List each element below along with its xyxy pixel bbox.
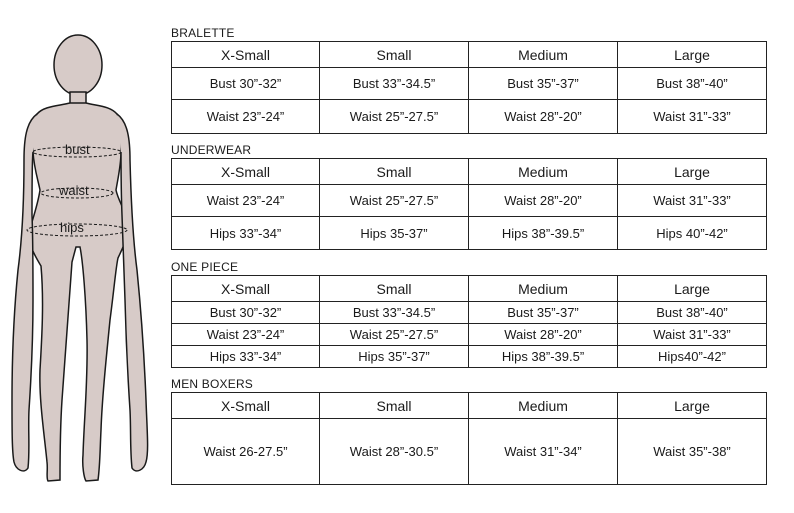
- table-row: [172, 324, 767, 346]
- table-header-row: [172, 159, 767, 185]
- section-title: ONE PIECE: [171, 260, 239, 274]
- section-title: MEN BOXERS: [171, 377, 254, 391]
- bralette-section: [171, 27, 766, 134]
- table-cell: Waist 28”-20”: [469, 185, 618, 217]
- table-cell: Hips 40”-42”: [618, 217, 767, 250]
- figure-body: [29, 103, 128, 481]
- table-cell: Hips 33”-34”: [172, 346, 320, 368]
- bralette-size-table: [171, 41, 767, 134]
- header-small: Small: [320, 159, 469, 185]
- figure-right-arm: [117, 114, 148, 471]
- table-cell: Waist 31”-33”: [618, 100, 767, 134]
- table-cell: Waist 23”-24”: [172, 185, 320, 217]
- table-cell: Waist 25”-27.5”: [320, 100, 469, 134]
- table-cell: Bust 35”-37”: [469, 68, 618, 100]
- table-cell: Waist 35”-38”: [618, 419, 767, 485]
- men-boxers-section: [171, 378, 766, 485]
- table-cell: Hips 35”-37”: [320, 346, 469, 368]
- hips-label: hips: [60, 220, 84, 235]
- table-cell: Bust 33”-34.5”: [320, 68, 469, 100]
- header-large: Large: [618, 393, 767, 419]
- table-cell: Waist 23”-24”: [172, 100, 320, 134]
- table-cell: Waist 28”-20”: [469, 100, 618, 134]
- header-large: Large: [618, 276, 767, 302]
- one-piece-section: [171, 261, 766, 368]
- table-cell: Waist 23”-24”: [172, 324, 320, 346]
- table-header-row: [172, 42, 767, 68]
- table-cell: Bust 38”-40”: [618, 302, 767, 324]
- men-boxers-size-table: [171, 392, 767, 485]
- table-cell: Waist 28”-30.5”: [320, 419, 469, 485]
- table-cell: Waist 28”-20”: [469, 324, 618, 346]
- underwear-size-table: [171, 158, 767, 250]
- header-small: Small: [320, 393, 469, 419]
- table-cell: Bust 35”-37”: [469, 302, 618, 324]
- table-cell: Hips40”-42”: [618, 346, 767, 368]
- header-medium: Medium: [469, 42, 618, 68]
- table-cell: Hips 38”-39.5”: [469, 217, 618, 250]
- table-header-row: [172, 393, 767, 419]
- table-cell: Waist 25”-27.5”: [320, 324, 469, 346]
- header-small: Small: [320, 276, 469, 302]
- figure-head: [54, 35, 102, 95]
- figure-neck: [70, 92, 86, 104]
- bust-label: bust: [65, 142, 90, 157]
- table-cell: Bust 33”-34.5”: [320, 302, 469, 324]
- table-row: [172, 100, 767, 134]
- one-piece-size-table: [171, 275, 767, 368]
- table-row: [172, 217, 767, 250]
- body-figure: [0, 0, 170, 513]
- table-cell: Hips 35-37”: [320, 217, 469, 250]
- header-large: Large: [618, 159, 767, 185]
- header-x-small: X-Small: [172, 276, 320, 302]
- table-cell: Waist 26-27.5”: [172, 419, 320, 485]
- header-medium: Medium: [469, 276, 618, 302]
- table-cell: Bust 30”-32”: [172, 68, 320, 100]
- header-medium: Medium: [469, 159, 618, 185]
- table-cell: Waist 31”-33”: [618, 185, 767, 217]
- header-x-small: X-Small: [172, 393, 320, 419]
- table-row: [172, 346, 767, 368]
- section-title: BRALETTE: [171, 26, 235, 40]
- table-header-row: [172, 276, 767, 302]
- section-title: UNDERWEAR: [171, 143, 252, 157]
- table-cell: Waist 31”-34”: [469, 419, 618, 485]
- header-medium: Medium: [469, 393, 618, 419]
- table-cell: Hips 33”-34”: [172, 217, 320, 250]
- waist-label: waist: [59, 183, 89, 198]
- table-cell: Bust 30”-32”: [172, 302, 320, 324]
- header-small: Small: [320, 42, 469, 68]
- table-cell: Bust 38”-40”: [618, 68, 767, 100]
- table-row: [172, 185, 767, 217]
- table-cell: Waist 31”-33”: [618, 324, 767, 346]
- figure-left-arm: [12, 114, 37, 471]
- table-row: [172, 302, 767, 324]
- table-row: [172, 419, 767, 485]
- table-row: [172, 68, 767, 100]
- table-cell: Hips 38”-39.5”: [469, 346, 618, 368]
- header-large: Large: [618, 42, 767, 68]
- header-x-small: X-Small: [172, 159, 320, 185]
- table-cell: Waist 25”-27.5”: [320, 185, 469, 217]
- underwear-section: [171, 144, 766, 250]
- body-silhouette-illustration: [0, 0, 170, 513]
- header-x-small: X-Small: [172, 42, 320, 68]
